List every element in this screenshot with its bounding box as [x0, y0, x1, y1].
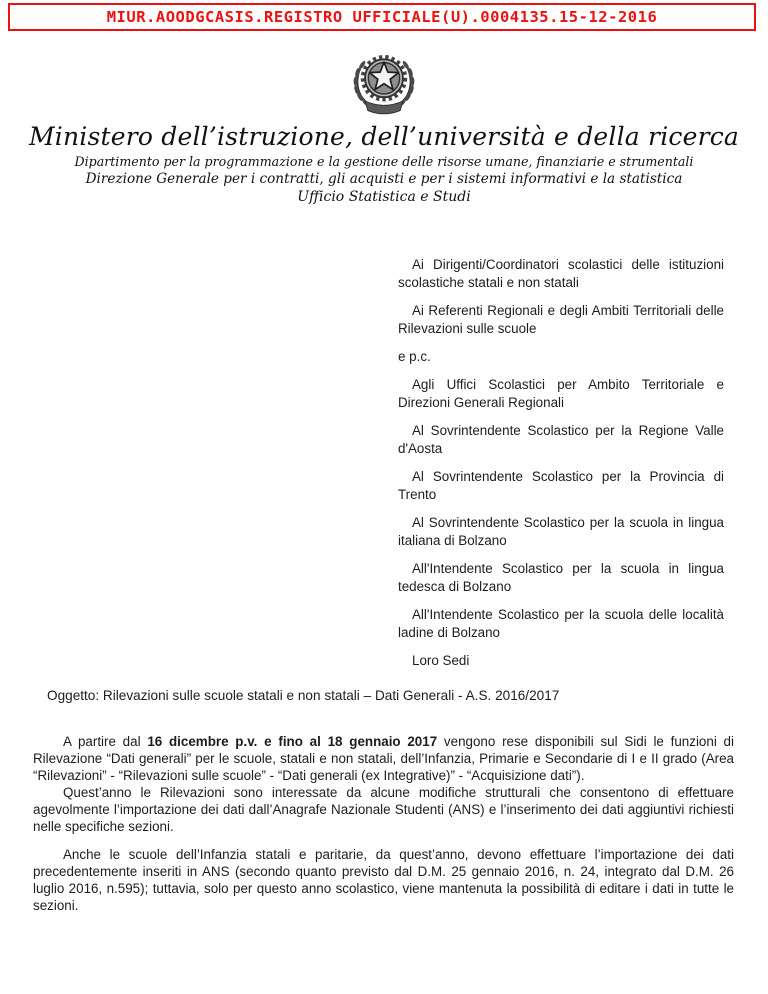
recipient-item: Loro Sedi: [412, 653, 470, 668]
recipient-item: Ai Referenti Regionali e degli Ambiti Territoriali delle Rilevazioni sulle scuole: [398, 303, 724, 336]
recipient-item: Al Sovrintendente Scolastico per la Provincia di Trento: [398, 469, 724, 502]
recipient-item: Ai Dirigenti/Coordinatori scolastici delle istituzioni scolastiche statali e non statali: [398, 257, 724, 290]
recipient-item: Al Sovrintendente Scolastico per la scuola in lingua italiana di Bolzano: [398, 515, 724, 548]
protocol-stamp-text: MIUR.AOODGCASIS.REGISTRO UFFICIALE(U).0004135.15-12-2016: [106, 8, 658, 26]
italian-republic-emblem-icon: [346, 46, 422, 120]
letter-body: [33, 733, 734, 914]
body-p1-pre: A partire dal: [63, 734, 148, 749]
recipient-item: All'Intendente Scolastico per la scuola delle località ladine di Bolzano: [398, 607, 724, 640]
body-p1-post: vengono rese disponibili sul Sidi le funzioni di Rilevazione “Dati generali” per le scuole, statali e non statali, dell’Infanzia, Primarie e Secondarie di I e II grado (Area “Rilevazioni” - “Rilevazioni sulle scuole” - “Dati generali (ex Integrative)” - “Acquisizione dati”).: [33, 734, 734, 783]
recipient-item: All'Intendente Scolastico per la scuola in lingua tedesca di Bolzano: [398, 561, 724, 594]
recipient-item: Al Sovrintendente Scolastico per la Regione Valle d'Aosta: [398, 423, 724, 456]
department-line: Dipartimento per la programmazione e la gestione delle risorse umane, finanziarie e strumentali: [74, 154, 694, 169]
subject-line: Oggetto: Rilevazioni sulle scuole statali e non statali – Dati Generali - A.S. 2016/2017: [47, 688, 560, 703]
directorate-line: Direzione Generale per i contratti, gli acquisti e per i sistemi informativi e la statistica: [85, 171, 683, 187]
recipient-item: e p.c.: [398, 349, 431, 364]
letterhead: [0, 120, 768, 206]
protocol-stamp-banner: [8, 3, 756, 31]
body-paragraph-2: Quest’anno le Rilevazioni sono interessate da alcune modifiche strutturali che consentono di effettuare agevolmente l’importazione dei dati dall’Anagrafe Nazionale Studenti (ANS) e l’inserimento dei dati aggiuntivi richiesti nelle specifiche sezioni.: [33, 785, 734, 834]
ministry-title: Ministero dell’istruzione, dell’università e della ricerca: [28, 122, 740, 151]
recipient-item: Agli Uffici Scolastici per Ambito Territoriale e Direzioni Generali Regionali: [398, 377, 724, 410]
body-p1-dates: 16 dicembre p.v. e fino al 18 gennaio 2017: [147, 734, 438, 749]
body-paragraph-3: Anche le scuole dell’Infanzia statali e paritarie, da quest’anno, devono effettuare l’importazione dei dati precedentemente inseriti in ANS (secondo quanto previsto dal D.M. 25 gennaio 2016, n. 24, integrato dal D.M. 26 luglio 2016, n.595); tuttavia, solo per questo anno scolastico, viene mantenuta la possibilità di editare i dati in tutte le sezioni.: [33, 847, 734, 913]
office-line: Ufficio Statistica e Studi: [297, 189, 471, 205]
body-paragraph-1: [33, 733, 734, 784]
recipients-block: [398, 256, 724, 680]
